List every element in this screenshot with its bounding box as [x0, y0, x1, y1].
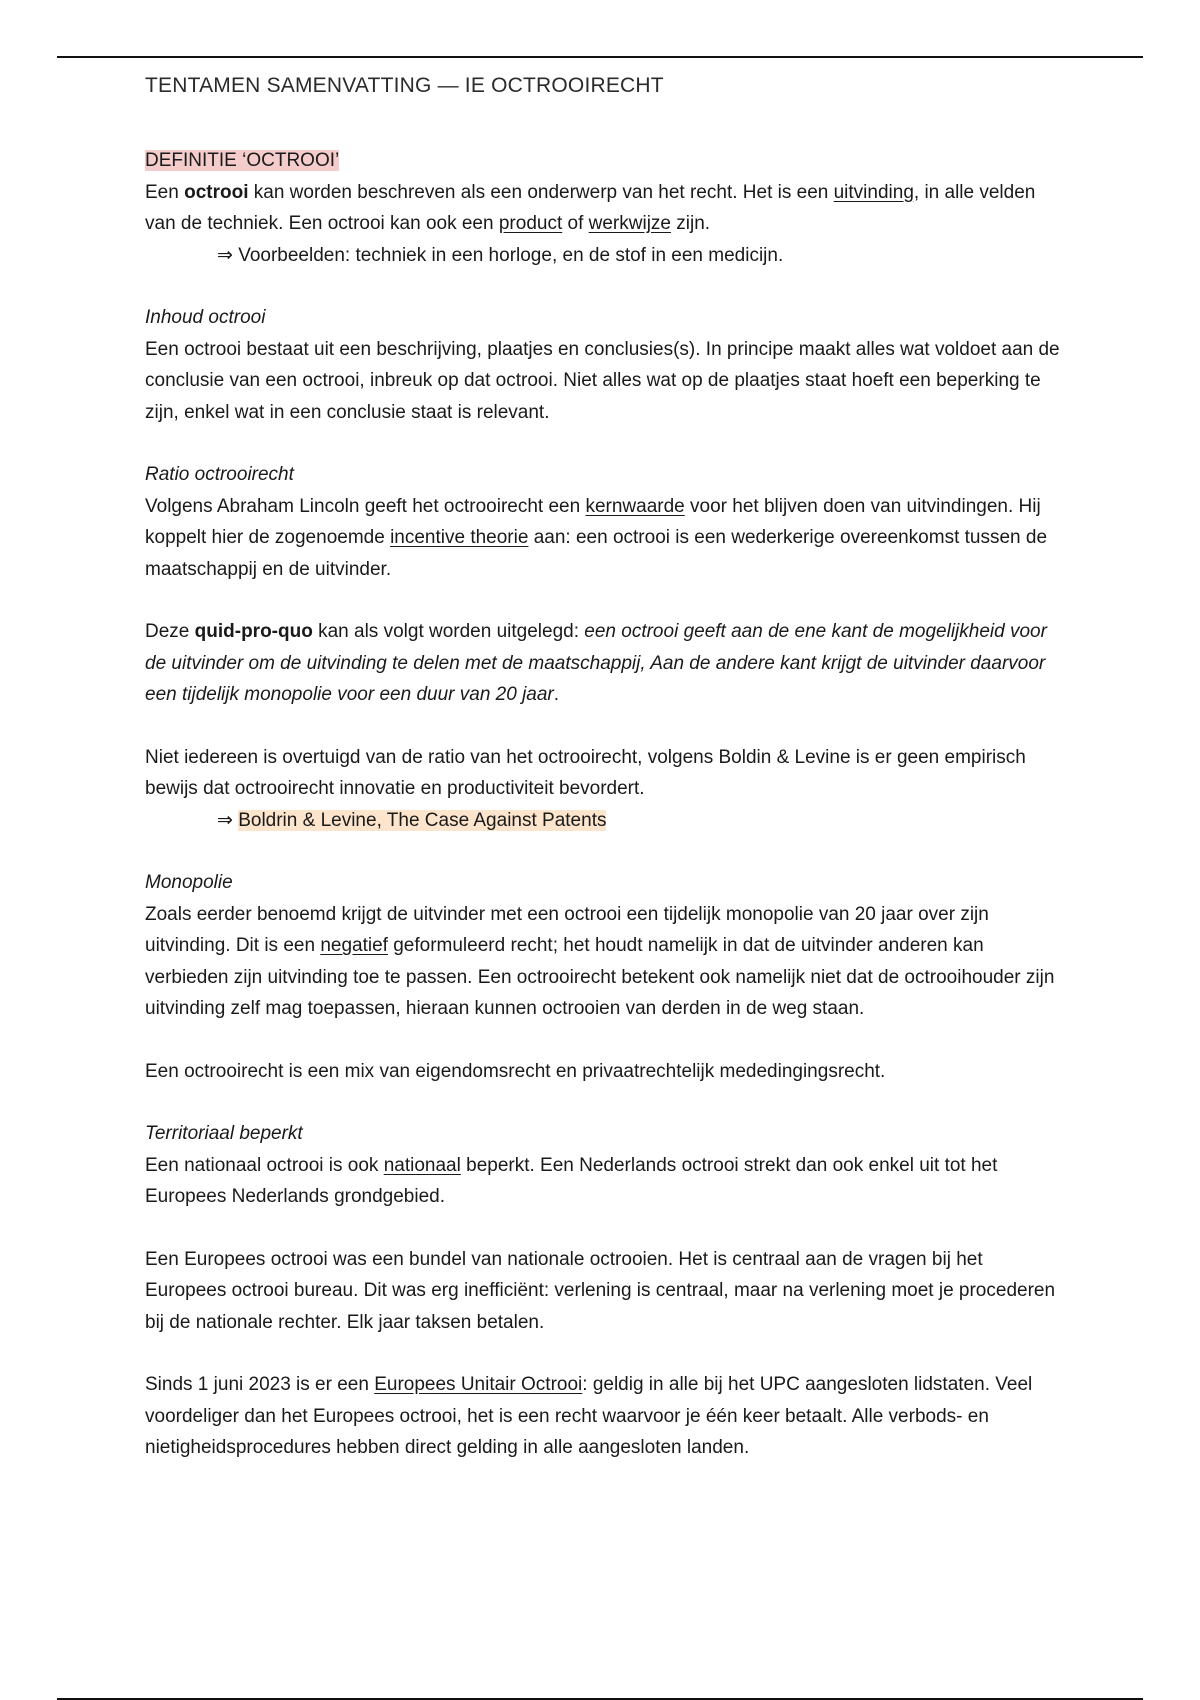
section-title-monopolie: Monopolie: [145, 872, 233, 893]
section-title-inhoud: Inhoud octrooi: [145, 307, 266, 328]
territoriaal-paragraph-2: Een Europees octrooi was een bundel van nationale octrooien. Het is centraal aan de vragen bij het Europees octrooi bureau. Dit was erg inefficiënt: verlening is centraal, maar na verlening moet je procederen bij de nationale rechter. Elk jaar taksen betalen.: [145, 1248, 1056, 1333]
section-title-definitie: DEFINITIE ‘OCTROOI’: [145, 150, 340, 171]
monopolie-paragraph-1: Zoals eerder benoemd krijgt de uitvinder met een octrooi een tijdelijk monopolie van 20 jaar over zijn uitvinding. Dit is een negatief geformuleerd recht; het houdt namelijk in dat de uitvinder anderen kan verbieden zijn uitvinding toe te passen. Een octrooirecht betekent ook namelijk niet dat de octrooihouder zijn uitvinding zelf mag toepassen, hieraan kunnen octrooien van derden in de weg staan.: [145, 903, 1055, 1019]
page-header: TENTAMEN SAMENVATTING — IE OCTROOIRECHT: [145, 74, 664, 97]
definitie-example: ⇒ Voorbeelden: techniek in een horloge, en de stof in een medicijn.: [217, 244, 784, 266]
definitie-paragraph: Een octrooi kan worden beschreven als een onderwerp van het recht. Het is een uitvinding, in alle velden van de techniek. Een octrooi kan ook een product of werkwijze zijn.: [145, 181, 1036, 234]
territoriaal-paragraph-3: Sinds 1 juni 2023 is er een Europees Unitair Octrooi: geldig in alle bij het UPC aangesloten lidstaten. Veel voordeliger dan het Europees octrooi, het is een recht waarvoor je één keer betaalt. Alle verbods- en nietigheidsprocedures hebben direct gelding in alle aangesloten landen.: [145, 1374, 1033, 1458]
inhoud-paragraph: Een octrooi bestaat uit een beschrijving, plaatjes en conclusies(s). In principe maakt alles wat voldoet aan de conclusie van een octrooi, inbreuk op dat octrooi. Niet alles wat op de plaatjes staat hoeft een beperking te zijn, enkel wat in een conclusie staat is relevant.: [145, 338, 1060, 423]
top-rule: [57, 56, 1143, 58]
section-title-territoriaal: Territoriaal beperkt: [145, 1123, 303, 1144]
document-body: [145, 145, 1065, 1464]
ratio-reference: ⇒ Boldrin & Levine, The Case Against Patents: [217, 809, 607, 831]
ratio-paragraph-2: Deze quid-pro-quo kan als volgt worden uitgelegd: een octrooi geeft aan de ene kant de mogelijkheid voor de uitvinder om de uitvinding te delen met de maatschappij, Aan de andere kant krijgt de uitvinder daarvoor een tijdelijk monopolie voor een duur van 20 jaar.: [145, 621, 1047, 705]
territoriaal-paragraph-1: Een nationaal octrooi is ook nationaal beperkt. Een Nederlands octrooi strekt dan ook enkel uit tot het Europees Nederlands grondgebied.: [145, 1154, 998, 1207]
ratio-paragraph-3: Niet iedereen is overtuigd van de ratio van het octrooirecht, volgens Boldin & Levine is er geen empirisch bewijs dat octrooirecht innovatie en productiviteit bevordert.: [145, 746, 1026, 799]
monopolie-paragraph-2: Een octrooirecht is een mix van eigendomsrecht en privaatrechtelijk mededingingsrecht.: [145, 1060, 886, 1082]
ratio-paragraph-1: Volgens Abraham Lincoln geeft het octrooirecht een kernwaarde voor het blijven doen van uitvindingen. Hij koppelt hier de zogenoemde incentive theorie aan: een octrooi is een wederkerige overeenkomst tussen de maatschappij en de uitvinder.: [145, 495, 1048, 580]
section-title-ratio: Ratio octrooirecht: [145, 464, 294, 485]
